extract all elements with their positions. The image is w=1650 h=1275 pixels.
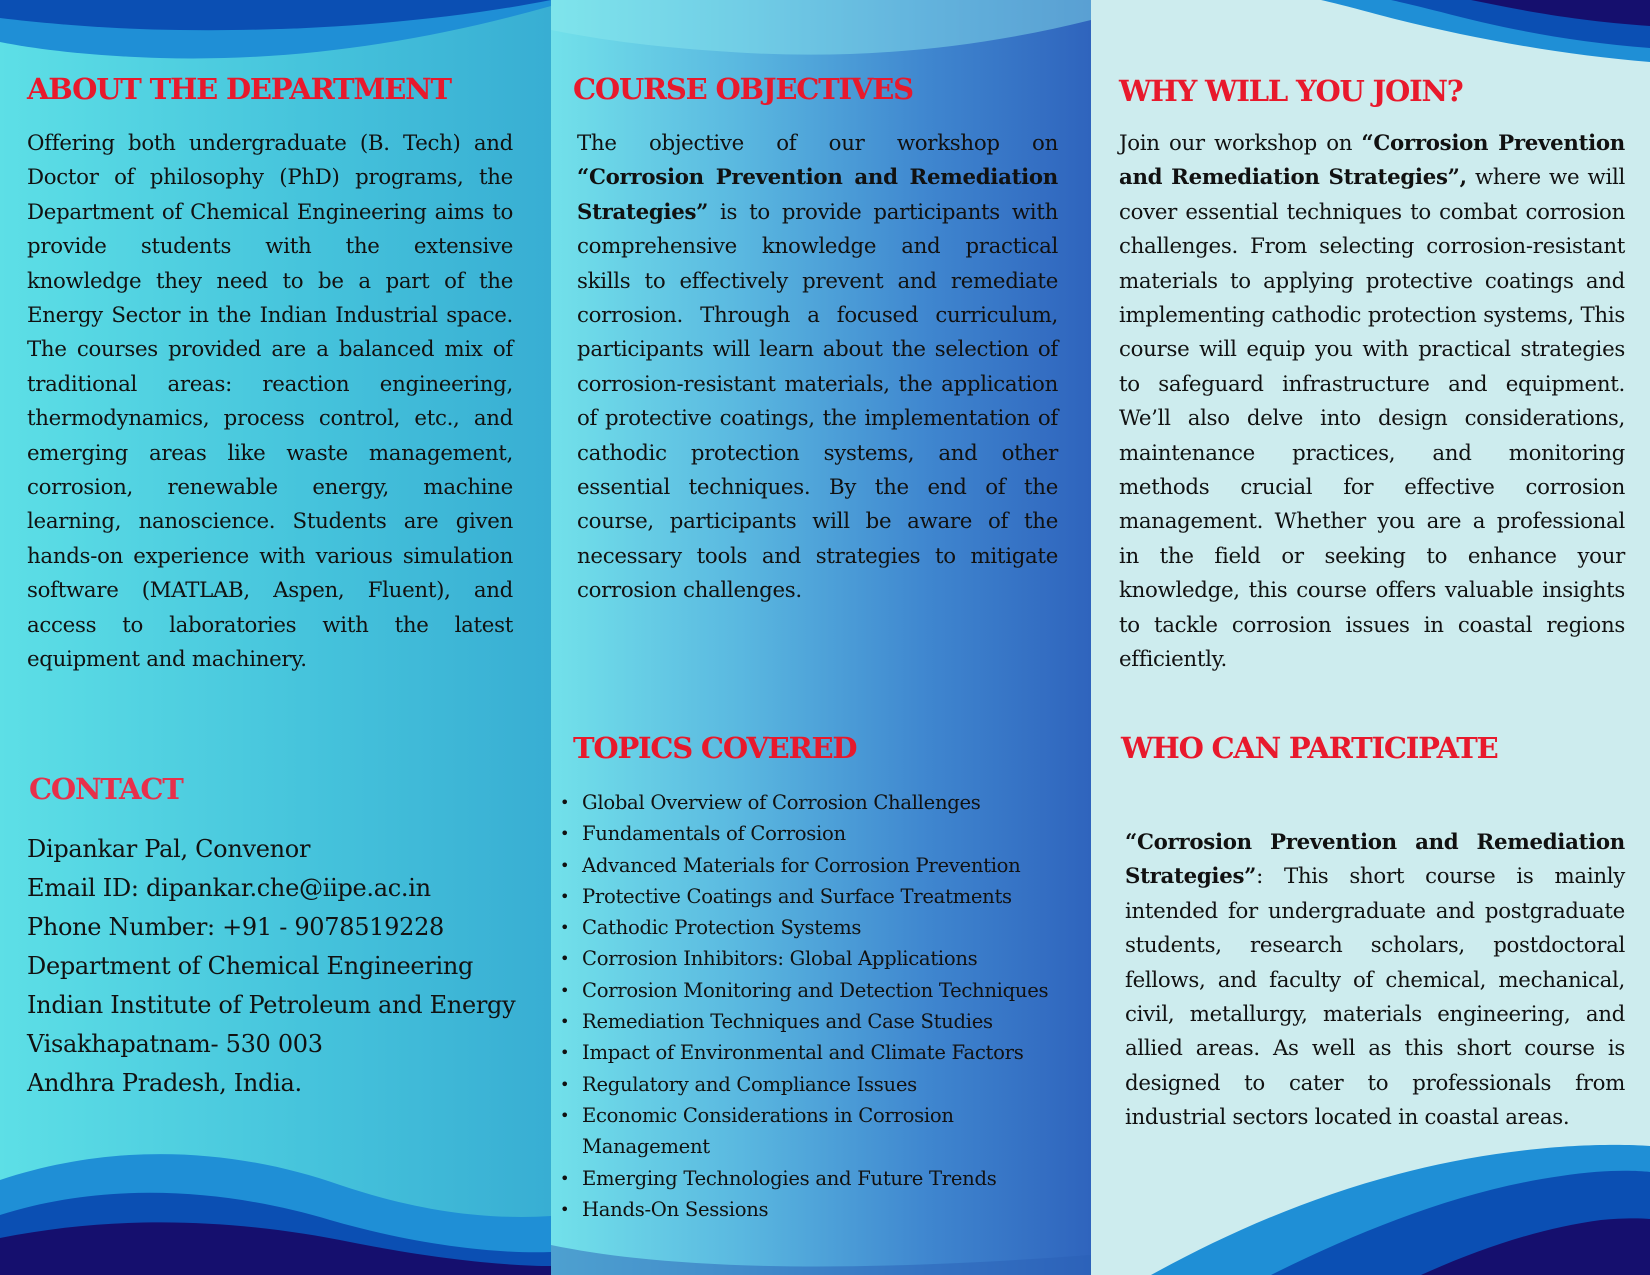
contact-name: Dipankar Pal, Convenor xyxy=(27,835,311,863)
why-join-workshop-title: “Corrosion Prevention and Remediation Strategies”, xyxy=(1119,131,1625,191)
contact-details xyxy=(27,830,515,1103)
participate-text xyxy=(1125,826,1625,1136)
topic-item: • Corrosion Inhibitors: Global Applications xyxy=(558,943,1078,974)
topic-item: • Advanced Materials for Corrosion Prevention xyxy=(558,850,1078,881)
topic-item: • Fundamentals of Corrosion xyxy=(558,818,1078,849)
participate-text-body: : This short course is mainly intended for undergraduate and postgraduate students, research scholars, postdoctoral fellows, and faculty of chemical, mechanical, civil, metallurgy, materials engineering, and allied areas. As well as this short course is designed to cater to professionals from industrial sectors located in coastal areas. xyxy=(1125,864,1625,1131)
topic-item: • Economic Considerations in Corrosion Management xyxy=(558,1100,978,1163)
objectives-text-intro: The objective of our workshop on xyxy=(577,131,1058,156)
topics-heading: TOPICS COVERED xyxy=(573,731,857,765)
topic-item: • Global Overview of Corrosion Challenges xyxy=(558,787,1078,818)
topic-item: • Remediation Techniques and Case Studies xyxy=(558,1006,1078,1037)
participate-heading: WHO CAN PARTICIPATE xyxy=(1121,731,1498,765)
bottom-wave-decoration xyxy=(0,1120,551,1275)
contact-phone[interactable]: Phone Number: +91 - 9078519228 xyxy=(27,913,445,941)
contact-state: Andhra Pradesh, India. xyxy=(27,1069,302,1097)
top-wave-decoration xyxy=(1091,0,1650,70)
about-text: Offering both undergraduate (B. Tech) and Doctor of philosophy (PhD) programs, the Department of Chemical Engineering aims to provide students with the extensive knowledge they need to be a part of the Energy Sector in the Indian Industrial space. The courses provided are a balanced mix of traditional areas: reaction engineering, thermodynamics, process control, etc., and emerging areas like waste management, corrosion, renewable energy, machine learning, nanoscience. Students are given hands-on experience with various simulation software (MATLAB, Aspen, Fluent), and access to laboratories with the latest equipment and machinery. xyxy=(27,131,513,673)
why-join-text xyxy=(1119,127,1625,678)
topic-item: • Regulatory and Compliance Issues xyxy=(558,1069,1078,1100)
why-join-heading: WHY WILL YOU JOIN? xyxy=(1119,74,1463,108)
contact-institute: Indian Institute of Petroleum and Energy xyxy=(27,991,516,1019)
about-heading: ABOUT THE DEPARTMENT xyxy=(27,72,451,106)
why-join-text-body: where we will cover essential techniques to combat corrosion challenges. From selecting corrosion-resistant materials to applying protective coatings and implementing cathodic protection systems, This course will equip you with practical strategies to safeguard infrastructure and equipment. We’ll also delve into design considerations, maintenance practices, and monitoring methods crucial for effective corrosion management. Whether you are a professional in the field or seeking to enhance your knowledge, this course offers valuable insights to tackle corrosion issues in coastal regions efficiently. xyxy=(1119,165,1625,673)
bottom-wave-decoration xyxy=(1091,1130,1650,1275)
topic-item: • Cathodic Protection Systems xyxy=(558,912,1078,943)
topic-item: • Hands-On Sessions xyxy=(558,1194,1078,1225)
objectives-workshop-title: “Corrosion Prevention and Remediation Strategies” xyxy=(577,165,1058,225)
topic-item: • Protective Coatings and Surface Treatments xyxy=(558,881,1078,912)
topics-list xyxy=(558,787,1078,1225)
contact-heading: CONTACT xyxy=(29,772,183,806)
objectives-text-body: is to provide participants with comprehensive knowledge and practical skills to effectively prevent and remediate corrosion. Through a focused curriculum, participants will learn about the selection of corrosion-resistant materials, the application of protective coatings, the implementation of cathodic protection systems, and other essential techniques. By the end of the course, participants will be aware of the necessary tools and strategies to mitigate corrosion challenges. xyxy=(577,199,1058,604)
topic-item: • Corrosion Monitoring and Detection Techniques xyxy=(558,975,1078,1006)
topic-item: • Impact of Environmental and Climate Factors xyxy=(558,1037,1078,1068)
participate-workshop-title: “Corrosion Prevention and Remediation Strategies” xyxy=(1125,830,1625,890)
contact-department: Department of Chemical Engineering xyxy=(27,952,474,980)
objectives-text xyxy=(577,127,1058,609)
objectives-heading: COURSE OBJECTIVES xyxy=(573,72,913,106)
contact-city: Visakhapatnam- 530 003 xyxy=(27,1030,323,1058)
why-join-text-intro: Join our workshop on xyxy=(1119,131,1362,156)
contact-email[interactable]: Email ID: dipankar.che@iipe.ac.in xyxy=(27,874,431,902)
topic-item: • Emerging Technologies and Future Trends xyxy=(558,1163,1078,1194)
top-wave-decoration xyxy=(551,0,1091,70)
